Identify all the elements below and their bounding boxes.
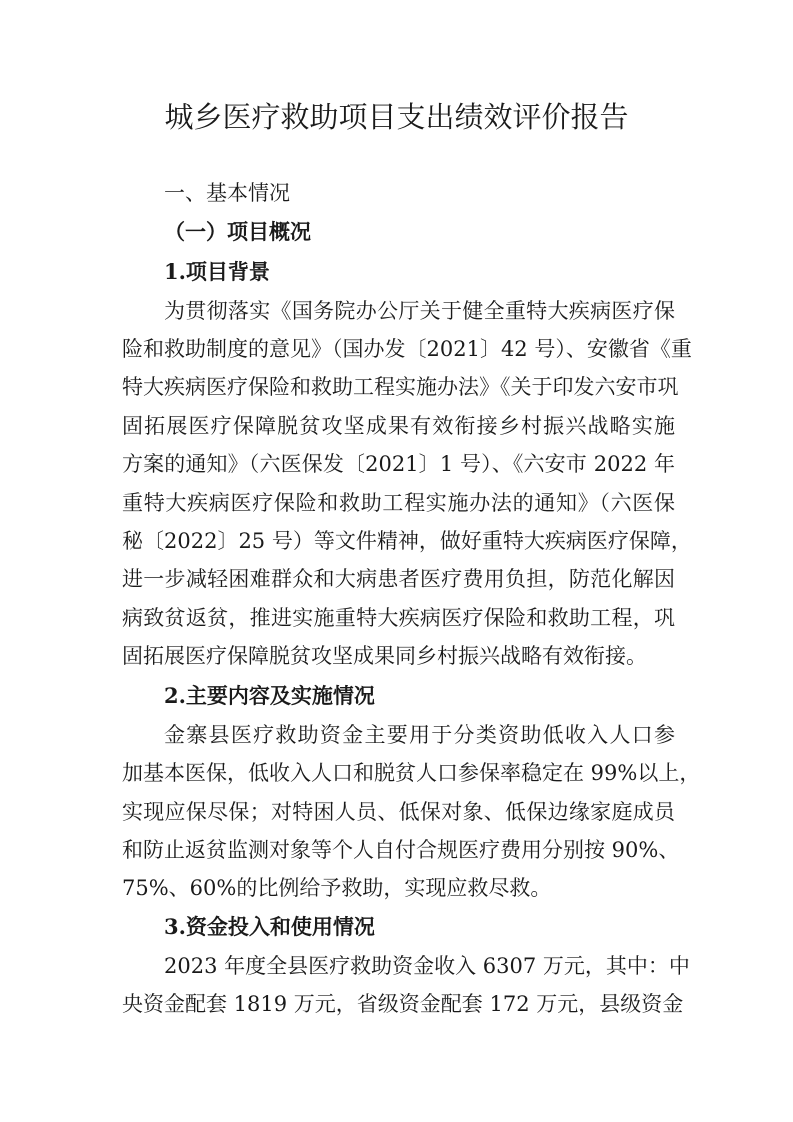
- paragraph-line: 2023 年度全县医疗救助资金收入 6307 万元，其中：中: [164, 954, 690, 978]
- item-heading-funding: 3.资金投入和使用情况: [164, 914, 375, 939]
- paragraph-line: 和防止返贫监测对象等个人自付合规医疗费用分别按 90%、: [122, 838, 680, 862]
- paragraph-line: 为贯彻落实《国务院办公厅关于健全重特大疾病医疗保: [164, 299, 675, 323]
- paragraph-line: 重特大疾病医疗保险和救助工程实施办法的通知》（六医保: [122, 491, 675, 515]
- document-title: 城乡医疗救助项目支出绩效评价报告: [164, 100, 629, 134]
- paragraph-line: 固拓展医疗保障脱贫攻坚成果同乡村振兴战略有效衔接。: [122, 644, 647, 668]
- paragraph-line: 进一步减轻困难群众和大病患者医疗费用负担，防范化解因: [122, 567, 675, 591]
- paragraph-line: 险和救助制度的意见》（国办发〔2021〕42 号）、安徽省《重: [122, 337, 692, 361]
- paragraph-line: 病致贫返贫，推进实施重特大疾病医疗保险和救助工程，巩: [122, 606, 675, 630]
- paragraph-line: 75%、60%的比例给予救助，实现应救尽救。: [122, 876, 552, 900]
- paragraph-line: 金寨县医疗救助资金主要用于分类资助低收入人口参: [164, 723, 675, 747]
- paragraph-line: 央资金配套 1819 万元，省级资金配套 172 万元，县级资金: [122, 992, 684, 1016]
- paragraph-line: 加基本医保，低收入人口和脱贫人口参保率稳定在 99%以上，: [122, 761, 701, 785]
- section-heading-basic-info: 一、基本情况: [164, 181, 290, 205]
- paragraph-line: 秘〔2022〕25 号）等文件精神，做好重特大疾病医疗保障，: [122, 529, 692, 553]
- item-heading-project-background: 1.项目背景: [164, 259, 270, 284]
- paragraph-line: 固拓展医疗保障脱贫攻坚成果有效衔接乡村振兴战略实施: [122, 414, 675, 438]
- item-heading-main-content: 2.主要内容及实施情况: [164, 683, 375, 708]
- subsection-heading-project-overview: （一）项目概况: [164, 219, 311, 244]
- paragraph-line: 方案的通知》（六医保发〔2021〕1 号）、《六安市 2022 年: [122, 452, 675, 476]
- paragraph-line: 实现应保尽保；对特困人员、低保对象、低保边缘家庭成员: [122, 800, 675, 824]
- paragraph-line: 特大疾病医疗保险和救助工程实施办法》《关于印发六安市巩: [122, 375, 679, 399]
